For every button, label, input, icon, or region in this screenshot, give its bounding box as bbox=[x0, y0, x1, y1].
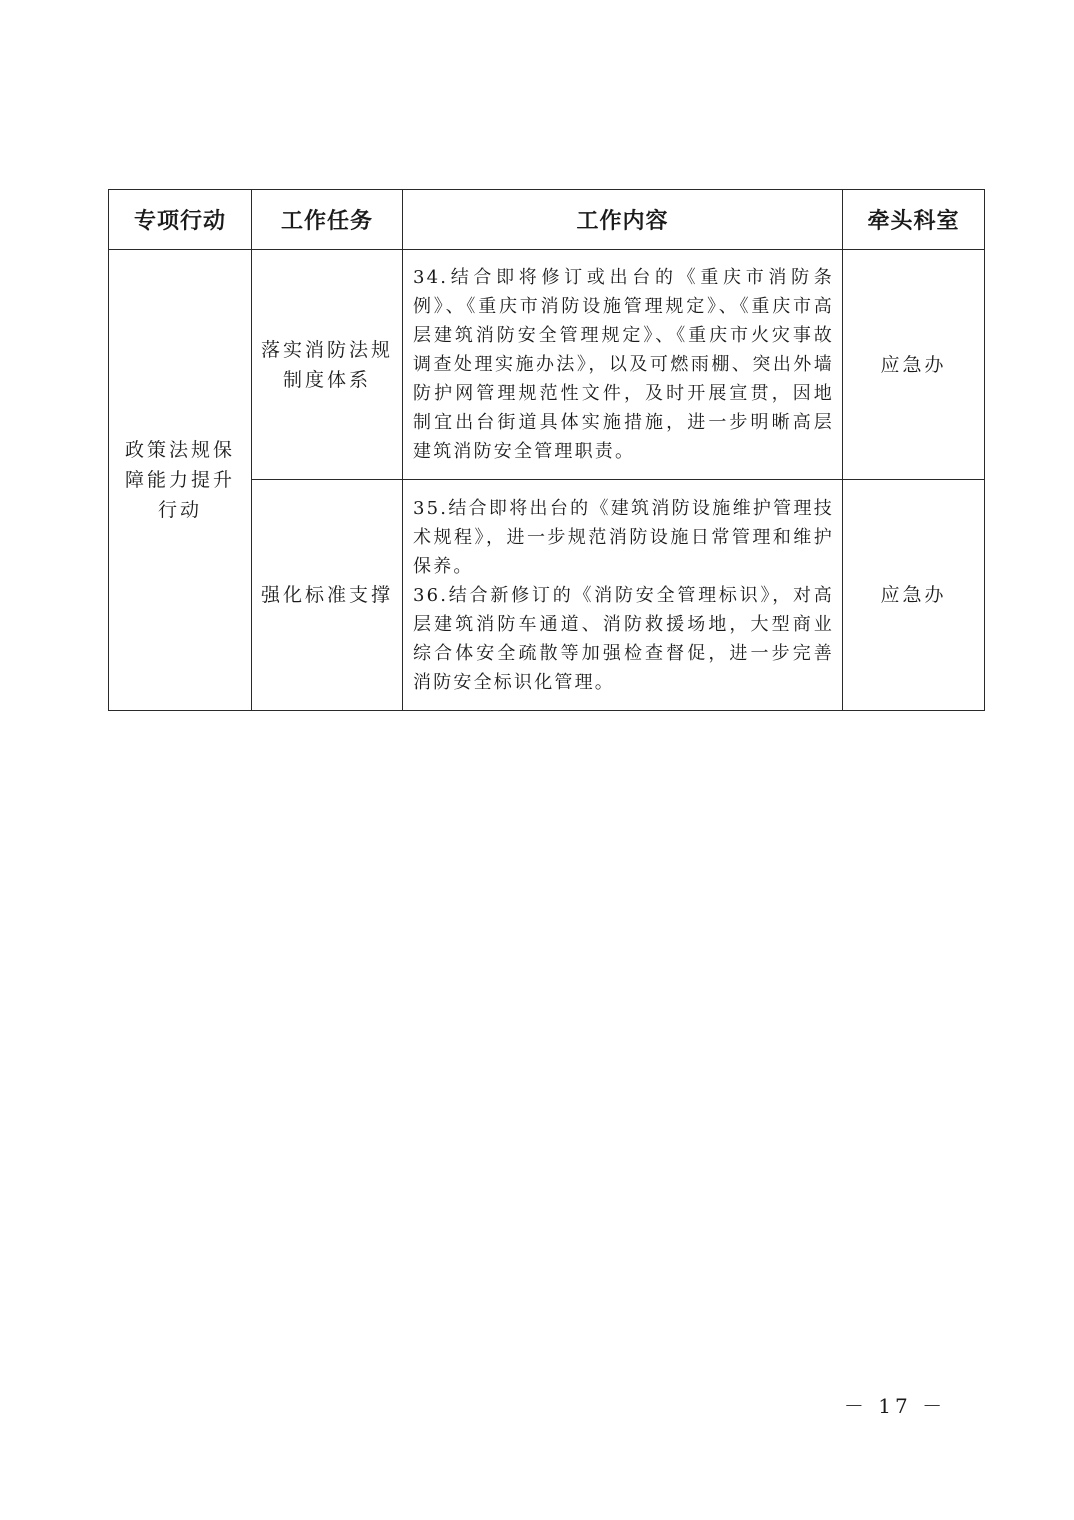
work-task-cell bbox=[252, 250, 403, 480]
lead-department-cell bbox=[843, 250, 985, 480]
header-special-action: 专项行动 bbox=[109, 190, 252, 250]
page-number: － 17 － bbox=[843, 1394, 947, 1418]
lead-department-cell bbox=[843, 480, 985, 711]
table-header-row bbox=[109, 190, 985, 250]
work-content-item-35: 35.结合即将出台的《建筑消防设施维护管理技术规程》，进一步规范消防设施日常管理和维护保养。 bbox=[413, 497, 834, 577]
work-content-item-36: 36.结合新修订的《消防安全管理标识》，对高层建筑消防车通道、消防救援场地，大型商业综合体安全疏散等加强检查督促，进一步完善消防安全标识化管理。 bbox=[413, 584, 834, 693]
special-action-text: 政策法规保障能力提升行动 bbox=[124, 439, 235, 521]
special-action-cell bbox=[109, 250, 252, 711]
header-lead-department: 牵头科室 bbox=[843, 190, 985, 250]
task-table bbox=[108, 189, 985, 711]
lead-department-text: 应急办 bbox=[880, 353, 947, 376]
header-work-content: 工作内容 bbox=[403, 190, 843, 250]
table-row bbox=[109, 250, 985, 480]
work-task-text: 落实消防法规制度体系 bbox=[261, 338, 394, 391]
work-task-cell bbox=[252, 480, 403, 711]
header-work-task: 工作任务 bbox=[252, 190, 403, 250]
work-content-cell bbox=[403, 480, 843, 711]
work-content-item-34: 34.结合即将修订或出台的《重庆市消防条例》、《重庆市消防设施管理规定》、《重庆市高层建筑消防安全管理规定》、《重庆市火灾事故调查处理实施办法》，以及可燃雨棚、突出外墙防护网管理规范性文件，及时开展宣贯，因地制宜出台街道具体实施措施，进一步明晰高层建筑消防安全管理职责。 bbox=[413, 267, 834, 462]
lead-department-text: 应急办 bbox=[880, 584, 947, 606]
work-task-text: 强化标准支撑 bbox=[261, 584, 394, 606]
work-content-cell bbox=[403, 250, 843, 480]
